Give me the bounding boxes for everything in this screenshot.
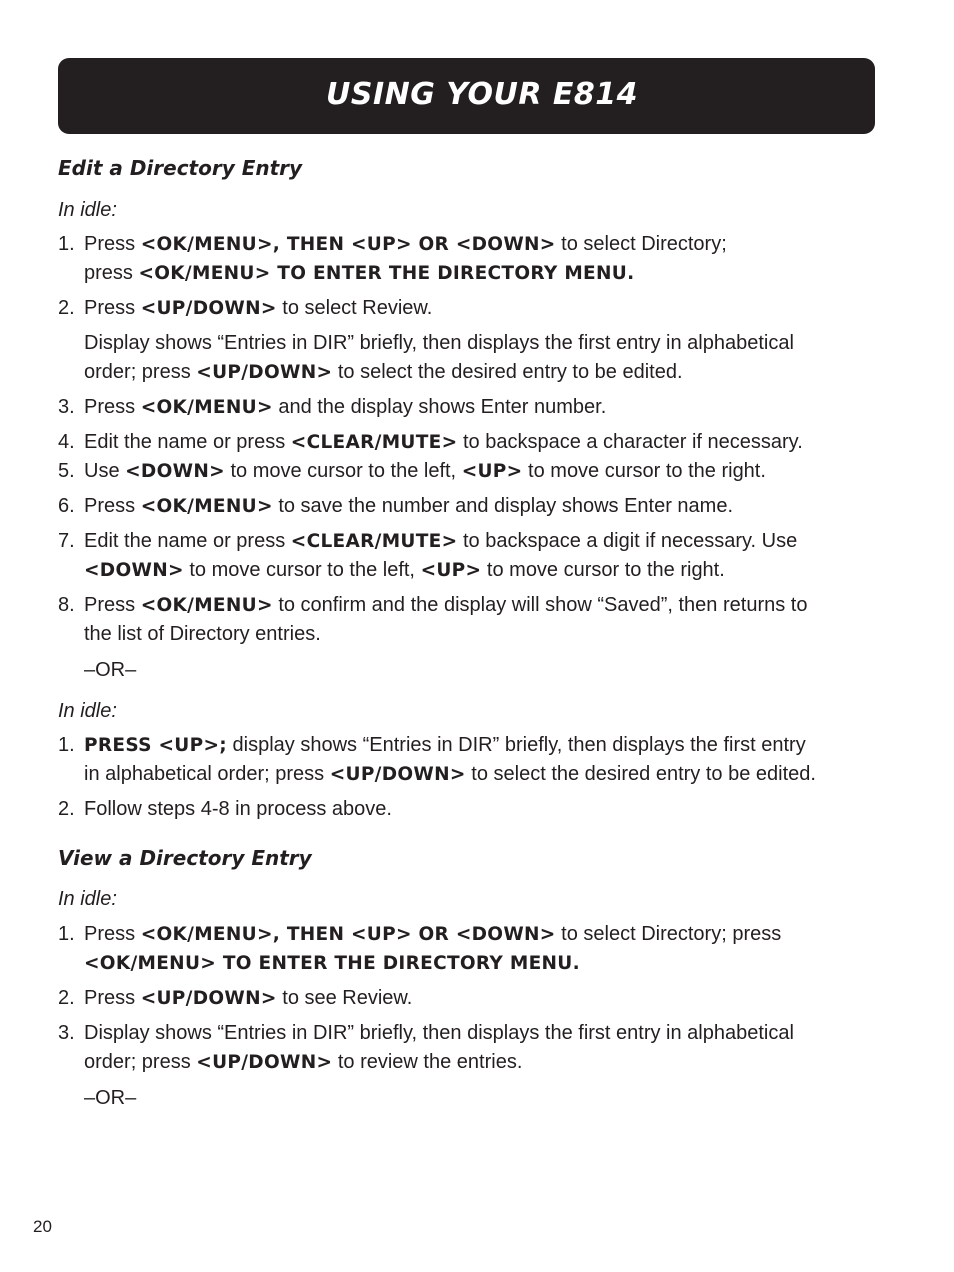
text-run: Edit the name or press: [84, 431, 291, 453]
text-line: [84, 294, 888, 323]
key-label: <DOWN>: [125, 461, 225, 482]
step-number: 3.: [58, 396, 75, 418]
text-run: to select Review.: [276, 297, 433, 319]
step-number: 1.: [58, 923, 75, 945]
view-step: [58, 1019, 888, 1077]
text-line: [84, 259, 888, 288]
text-run: Edit the name or press: [84, 530, 291, 552]
text-run: Press: [84, 233, 141, 255]
text-run: to select Directory; press: [555, 923, 782, 945]
step-number: 2.: [58, 297, 75, 319]
edit-step: [58, 527, 888, 585]
text-line: [84, 984, 888, 1013]
text-line: [84, 731, 888, 760]
page-number: 20: [33, 1217, 52, 1236]
edit-alt-idle-label: In idle:: [58, 700, 117, 722]
key-label: <UP/DOWN>: [196, 362, 333, 383]
key-label: <UP/DOWN>: [140, 298, 277, 319]
text-line: [84, 591, 888, 620]
text-line: [84, 457, 888, 486]
text-line: [84, 795, 888, 824]
step-number: 6.: [58, 495, 75, 517]
step-number: 1.: [58, 734, 75, 756]
text-line: [84, 428, 888, 457]
key-label: <OK/MENU> TO ENTER THE DIRECTORY MENU.: [84, 953, 580, 974]
text-line: [84, 492, 888, 521]
text-run: Display shows “Entries in DIR” briefly, then displays the first entry in alphabetical: [84, 1022, 794, 1044]
text-run: to select the desired entry to be edited.: [332, 361, 683, 383]
edit-entry-heading: Edit a Directory Entry: [58, 156, 303, 180]
text-line: [84, 556, 888, 585]
text-run: order; press: [84, 361, 197, 383]
key-label: <UP/DOWN>: [196, 1052, 333, 1073]
text-run: to move cursor to the right.: [481, 559, 725, 581]
key-label: PRESS <UP>;: [84, 735, 227, 756]
view-step: [58, 920, 888, 978]
text-line: [84, 949, 888, 978]
key-label: <OK/MENU>: [140, 496, 273, 517]
key-label: <OK/MENU> TO ENTER THE DIRECTORY MENU.: [138, 263, 635, 284]
key-label: <CLEAR/MUTE>: [290, 432, 458, 453]
edit-step: [58, 428, 888, 457]
text-run: to move cursor to the left,: [224, 460, 462, 482]
text-run: display shows “Entries in DIR” briefly, then displays the first entry: [226, 734, 806, 756]
text-run: Follow steps 4-8 in process above.: [84, 798, 392, 820]
edit-step: [58, 457, 888, 486]
text-run: to see Review.: [276, 987, 413, 1009]
edit-step: [58, 393, 888, 422]
text-run: to backspace a digit if necessary. Use: [457, 530, 798, 552]
or-separator: –OR–: [84, 1087, 137, 1109]
step-number: 2.: [58, 798, 75, 820]
text-run: in alphabetical order; press: [84, 763, 330, 785]
key-label: <DOWN>: [84, 560, 184, 581]
view-idle-label: In idle:: [58, 888, 117, 910]
text-run: Press: [84, 987, 141, 1009]
key-label: <CLEAR/MUTE>: [290, 531, 458, 552]
text-line: [84, 920, 888, 949]
key-label: <OK/MENU>, THEN <UP> OR <DOWN>: [140, 924, 556, 945]
key-label: <OK/MENU>: [140, 397, 273, 418]
text-line: [84, 1019, 888, 1048]
text-run: order; press: [84, 1051, 197, 1073]
text-run: press: [84, 262, 139, 284]
step-number: 8.: [58, 594, 75, 616]
step-number: 7.: [58, 530, 75, 552]
text-line: [84, 760, 888, 789]
text-run: Press: [84, 594, 141, 616]
text-run: to select the desired entry to be edited.: [465, 763, 816, 785]
text-line: [84, 358, 794, 387]
text-line: [84, 527, 888, 556]
text-run: Press: [84, 495, 141, 517]
step-number: 5.: [58, 460, 75, 482]
text-run: Use: [84, 460, 126, 482]
key-label: <UP/DOWN>: [329, 764, 466, 785]
step-number: 3.: [58, 1022, 75, 1044]
step-number: 2.: [58, 987, 75, 1009]
step-number: 1.: [58, 233, 75, 255]
text-run: to select Directory;: [555, 233, 727, 255]
section-banner: [58, 58, 875, 134]
text-run: Press: [84, 396, 141, 418]
view-step: [58, 984, 888, 1013]
key-label: <UP>: [420, 560, 482, 581]
text-run: Press: [84, 923, 141, 945]
edit-step: [58, 492, 888, 521]
text-run: to move cursor to the left,: [183, 559, 421, 581]
key-label: <UP>: [461, 461, 523, 482]
edit-step: [58, 591, 888, 649]
text-line: [84, 393, 888, 422]
section-title: USING YOUR E814: [326, 77, 638, 112]
edit-idle-label: In idle:: [58, 199, 117, 221]
key-label: <UP/DOWN>: [140, 988, 277, 1009]
view-entry-heading: View a Directory Entry: [58, 846, 312, 870]
text-run: Display shows “Entries in DIR” briefly, then displays the first entry in alphabetical: [84, 332, 794, 354]
text-run: to backspace a character if necessary.: [457, 431, 803, 453]
edit-step: [58, 294, 888, 323]
edit-alt-step: [58, 795, 888, 824]
text-line: [84, 230, 888, 259]
step-number: 4.: [58, 431, 75, 453]
key-label: <OK/MENU>: [140, 595, 273, 616]
text-run: Press: [84, 297, 141, 319]
text-run: to move cursor to the right.: [522, 460, 766, 482]
edit-step-2-note: [84, 329, 794, 387]
text-run: the list of Directory entries.: [84, 623, 321, 645]
edit-step: [58, 230, 888, 288]
edit-alt-step: [58, 731, 888, 789]
text-line: [84, 620, 888, 649]
text-run: to save the number and display shows Enter name.: [272, 495, 734, 517]
text-line: [84, 329, 794, 358]
text-run: to review the entries.: [332, 1051, 523, 1073]
key-label: <OK/MENU>, THEN <UP> OR <DOWN>: [140, 234, 556, 255]
text-line: [84, 1048, 888, 1077]
or-separator: –OR–: [84, 659, 137, 681]
text-run: and the display shows Enter number.: [272, 396, 607, 418]
text-run: to confirm and the display will show “Saved”, then returns to: [272, 594, 808, 616]
